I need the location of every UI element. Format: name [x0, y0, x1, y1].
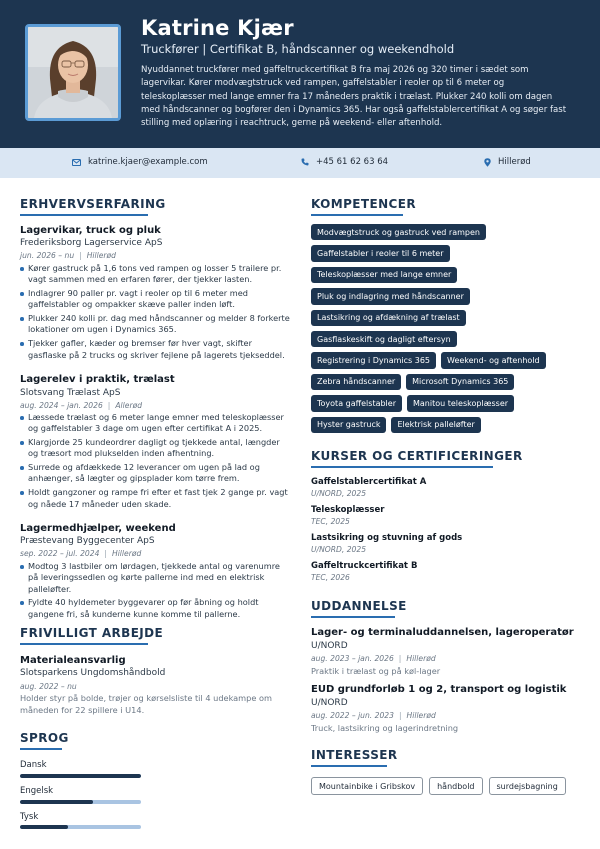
language-name: Tysk [20, 812, 39, 822]
skill-tag: Registrering i Dynamics 365 [311, 352, 436, 368]
education-description: Praktik i trælast og på køl-lager [311, 666, 441, 676]
language-level-bar [20, 825, 141, 829]
certificate-meta: TEC, 2025 [311, 517, 350, 526]
language-level-fill [20, 825, 68, 829]
meta-separator: | [107, 401, 111, 410]
meta-separator: | [398, 711, 402, 720]
map-pin-icon [484, 158, 491, 167]
education-school: U/NORD [311, 698, 348, 708]
education-title: Lager- og terminaluddannelsen, lageroperatør [311, 627, 574, 638]
section-title-interests: INTERESSER [311, 748, 398, 762]
meta-separator: | [79, 251, 82, 260]
volunteer-date: aug. 2022 – nu [20, 682, 77, 691]
list-item: Klargjorde 25 kundeordrer dagligt og tjekkede antal, længder og træsort mod plukselden inden afhentning. [20, 437, 292, 460]
section-title-skills: KOMPETENCER [311, 197, 416, 211]
phone-icon [301, 158, 309, 166]
job-company: Præstevang Byggecenter ApS [20, 536, 155, 546]
list-item: Surrede og afdækkede 12 leverancer om ugen på lad og anhænger, så lægter og gipsplader kom tørre frem. [20, 462, 292, 485]
job-bullets [20, 412, 292, 512]
candidate-subtitle: Truckfører | Certifikat B, håndscanner og weekendhold [141, 42, 455, 56]
job-bullets [20, 263, 292, 363]
section-underline [311, 616, 395, 618]
certificate-name: Gaffelstablercertifikat A [311, 477, 427, 487]
language-level-fill [20, 800, 93, 804]
certificate-meta: TEC, 2026 [311, 573, 350, 582]
language-name: Engelsk [20, 786, 54, 796]
job-meta [20, 401, 142, 410]
skill-tag: Weekend- og aftenhold [441, 352, 546, 368]
education-date: aug. 2022 – jun. 2023 [311, 711, 394, 720]
certificate-name: Teleskoplæsser [311, 505, 385, 515]
portrait-illustration [28, 27, 118, 118]
volunteer-org: Slotsparkens Ungdomshåndbold [20, 668, 166, 678]
skill-tag: Zebra håndscanner [311, 374, 401, 390]
section-title-volunteer: FRIVILLIGT ARBEJDE [20, 626, 164, 640]
job-location: Hillerød [86, 251, 117, 260]
interest-tag: håndbold [429, 777, 482, 795]
section-underline [20, 748, 62, 750]
job-company: Frederiksborg Lagerservice ApS [20, 238, 163, 248]
candidate-name: Katrine Kjær [141, 16, 294, 40]
language-level-bar [20, 800, 141, 804]
skills-list [311, 224, 583, 433]
list-item: Tjekker gafler, kæder og bremser før hver vagt, skifter gasflaske på 2 trucks og skriver fejlene på lagerets tjekseddel. [20, 338, 292, 361]
education-location: Hillerød [406, 654, 436, 663]
certificate-name: Gaffeltruckcertifikat B [311, 561, 418, 571]
education-date: aug. 2023 – jan. 2026 [311, 654, 394, 663]
job-meta [20, 251, 116, 260]
skill-tag: Elektrisk palleløfter [391, 417, 480, 433]
section-underline [311, 466, 493, 468]
contact-phone[interactable] [301, 157, 388, 167]
volunteer-role: Materialeansvarlig [20, 655, 126, 666]
language-level-fill [20, 774, 141, 778]
education-meta [311, 654, 436, 663]
skill-tag: Teleskoplæsser med lange emner [311, 267, 457, 283]
skill-tag: Lastsikring og afdækning af trælast [311, 310, 466, 326]
meta-separator: | [398, 654, 402, 663]
section-title-education: UDDANNELSE [311, 599, 407, 613]
section-underline [311, 214, 403, 216]
skill-tag: Manitou teleskoplæsser [407, 395, 514, 411]
job-meta [20, 549, 141, 558]
list-item: Modtog 3 lastbiler om lørdagen, tjekkede antal og varenumre på leveringssedlen og kørte pallerne ind med en elektrisk palleløfter. [20, 561, 292, 595]
language-level-bar [20, 774, 141, 778]
skill-tag: Hyster gastruck [311, 417, 386, 433]
certificate-meta: U/NORD, 2025 [311, 489, 367, 498]
list-item: Indlagrer 90 paller pr. vagt i reoler op til 6 meter med gaffelstabler og ompakker skæve paller inden løft. [20, 288, 292, 311]
list-item: Kører gastruck på 1,6 tons ved rampen og losser 5 trailere pr. vagt sammen med en erfaren fører, der tjekker lasten. [20, 263, 292, 286]
contact-location-text: Hillerød [498, 157, 531, 167]
contact-email-text: katrine.kjaer@example.com [88, 157, 208, 167]
job-date: aug. 2024 – jan. 2026 [20, 401, 103, 410]
certificate-name: Lastsikring og stuvning af gods [311, 533, 463, 543]
job-location: Allerød [115, 401, 143, 410]
contact-phone-text: +45 61 62 63 64 [316, 157, 389, 167]
list-item: Læssede trælast og 6 meter lange emner med teleskoplæsser og gaffelstabler 3 dage om ugen efter certifikat A i 2025. [20, 412, 292, 435]
section-title-certificates: KURSER OG CERTIFICERINGER [311, 449, 523, 463]
envelope-icon [72, 159, 81, 166]
contact-location [484, 157, 531, 167]
job-company: Slotsvang Trælast ApS [20, 388, 121, 398]
job-title: Lagermedhjælper, weekend [20, 523, 176, 534]
education-school: U/NORD [311, 641, 348, 651]
education-meta [311, 711, 436, 720]
skill-tag: Toyota gaffelstabler [311, 395, 402, 411]
certificate-meta: U/NORD, 2025 [311, 545, 367, 554]
section-underline [20, 643, 148, 645]
job-title: Lagerelev i praktik, trælast [20, 374, 175, 385]
contact-email[interactable] [72, 157, 208, 167]
skill-tag: Gasflaskeskift og dagligt eftersyn [311, 331, 457, 347]
job-date: jun. 2026 – nu [20, 251, 75, 260]
section-title-experience: ERHVERVSERFARING [20, 197, 166, 211]
interests-list [311, 777, 566, 795]
interest-tag: Mountainbike i Gribskov [311, 777, 423, 795]
job-location: Hillerød [111, 549, 142, 558]
section-underline [20, 214, 148, 216]
education-location: Hillerød [406, 711, 436, 720]
header [0, 0, 600, 148]
profile-photo [25, 24, 121, 121]
profile-summary: Nyuddannet truckfører med gaffeltruckcertifikat B fra maj 2026 og 320 timer i sædet som lagervikar. Kører modvægtstruck ved rampen, gaffelstabler i reoler op til 6 meter og teleskoplæsser med lange emner fra 17 måneders praktik i trælast. Plukker 240 kolli om dagen med håndscanner og bogfører den i Dynamics 365. Har også gaffelstablercertifikat A og søger fast stilling med oplæring i reachtruck, gerne på weekend- eller aftenhold. [141, 65, 567, 129]
section-title-languages: SPROG [20, 731, 69, 745]
list-item: Holdt gangzoner og rampe fri efter et fast tjek 2 gange pr. vagt og nåede 17 måneder uden skade. [20, 487, 292, 510]
list-item: Plukker 240 kolli pr. dag med håndscanner og melder 8 forkerte lokationer om ugen i Dynamics 365. [20, 313, 292, 336]
skill-tag: Pluk og indlagring med håndscanner [311, 288, 470, 304]
interest-tag: surdejsbagning [489, 777, 566, 795]
job-date: sep. 2022 – jul. 2024 [20, 549, 100, 558]
list-item: Fyldte 40 hyldemeter byggevarer op før åbning og holdt gangene fri, så kunderne kunne komme til pallerne. [20, 597, 292, 620]
section-underline [311, 765, 387, 767]
volunteer-description: Holder styr på bolde, trøjer og kørselsliste til 4 udekampe om måneden for 22 spillere i U14. [20, 693, 272, 715]
job-title: Lagervikar, truck og pluk [20, 225, 161, 236]
language-name: Dansk [20, 760, 47, 770]
skill-tag: Modvægtstruck og gastruck ved rampen [311, 224, 486, 240]
skill-tag: Microsoft Dynamics 365 [406, 374, 514, 390]
meta-separator: | [104, 549, 107, 558]
education-title: EUD grundforløb 1 og 2, transport og logistik [311, 684, 567, 695]
education-description: Truck, lastsikring og lagerindretning [311, 723, 459, 733]
contact-bar [0, 148, 600, 178]
job-bullets [20, 561, 292, 622]
skill-tag: Gaffelstabler i reoler til 6 meter [311, 245, 450, 261]
